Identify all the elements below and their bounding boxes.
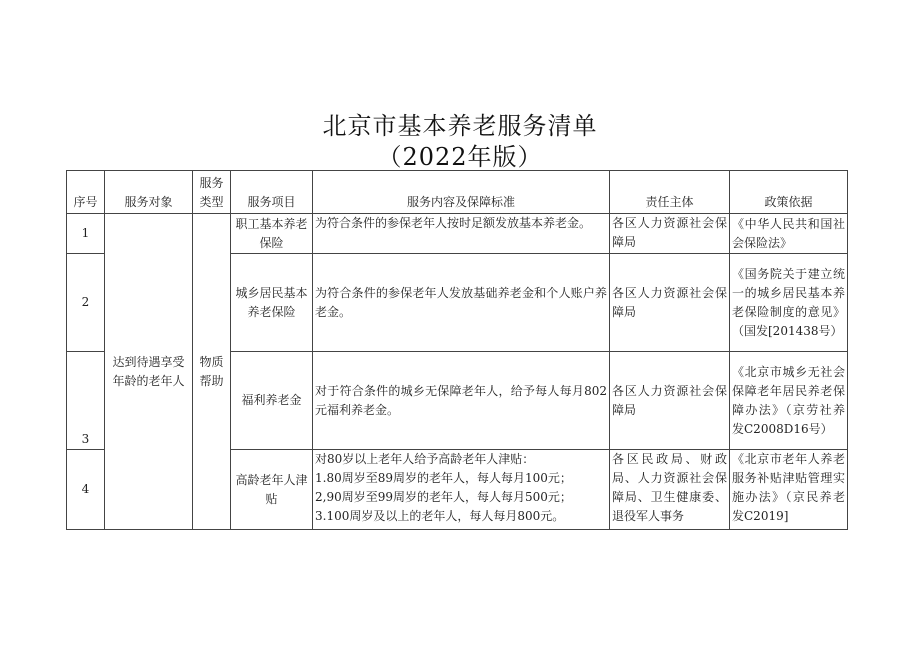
- content-line: 3.100周岁及以上的老年人，每人每月800元。: [315, 509, 565, 523]
- document-title: 北京市基本养老服务清单: [322, 112, 598, 140]
- table-row: [67, 214, 848, 254]
- service-list-table: [66, 170, 848, 530]
- service-item: 职工基本养老保险: [231, 214, 313, 254]
- row-no: 1: [67, 214, 105, 254]
- header-no: 序号: [67, 171, 105, 214]
- responsible-subject: 各区人力资源社会保障局: [610, 214, 730, 254]
- service-item: 福利养老金: [231, 352, 313, 450]
- policy-basis: 《北京市老年人养老服务补贴津贴管理实施办法》（京民养老发C2019]: [730, 450, 848, 530]
- row-no: 4: [67, 450, 105, 530]
- service-target-cell: 达到待遇享受年龄的老年人: [105, 214, 193, 530]
- document-subtitle: （2022年版）: [377, 143, 543, 171]
- service-item: 城乡居民基本养老保险: [231, 254, 313, 352]
- responsible-subject: 各区民政局、财政局、人力资源社会保障局、卫生健康委、退役军人事务: [610, 450, 730, 530]
- header-row: [67, 171, 848, 214]
- service-content: 为符合条件的参保老年人按时足额发放基本养老金。: [313, 214, 610, 254]
- policy-basis: 《中华人民共和国社会保险法》: [730, 214, 848, 254]
- row-no: 3: [67, 352, 105, 450]
- responsible-subject: 各区人力资源社会保障局: [610, 254, 730, 352]
- content-line: 2,90周岁至99周岁的老年人，每人每月500元；: [315, 490, 572, 504]
- row-no: 2: [67, 254, 105, 352]
- header-target: 服务对象: [105, 171, 193, 214]
- service-type-cell: 物质帮助: [193, 214, 231, 530]
- service-content: [313, 450, 610, 530]
- content-line: 1.80周岁至89周岁的老年人，每人每月100元；: [315, 471, 572, 485]
- policy-basis: 《北京市城乡无社会保障老年居民养老保障办法》（京劳社养发C2008D16号）: [730, 352, 848, 450]
- responsible-subject: 各区人力资源社会保障局: [610, 352, 730, 450]
- service-item: 高龄老年人津贴: [231, 450, 313, 530]
- service-content: 为符合条件的参保老年人发放基础养老金和个人账户养老金。: [313, 254, 610, 352]
- header-item: 服务项目: [231, 171, 313, 214]
- header-type: 服务类型: [193, 171, 231, 214]
- header-subject: 责任主体: [610, 171, 730, 214]
- content-line: 对80岁以上老年人给予高龄老年人津贴：: [315, 452, 535, 466]
- header-policy: 政策依据: [730, 171, 848, 214]
- service-content: 对于符合条件的城乡无保障老年人，给予每人每月802元福利养老金。: [313, 352, 610, 450]
- header-content: 服务内容及保障标准: [313, 171, 610, 214]
- policy-basis: 《国务院关于建立统一的城乡居民基本养老保险制度的意见》（国发[201438号）: [730, 254, 848, 352]
